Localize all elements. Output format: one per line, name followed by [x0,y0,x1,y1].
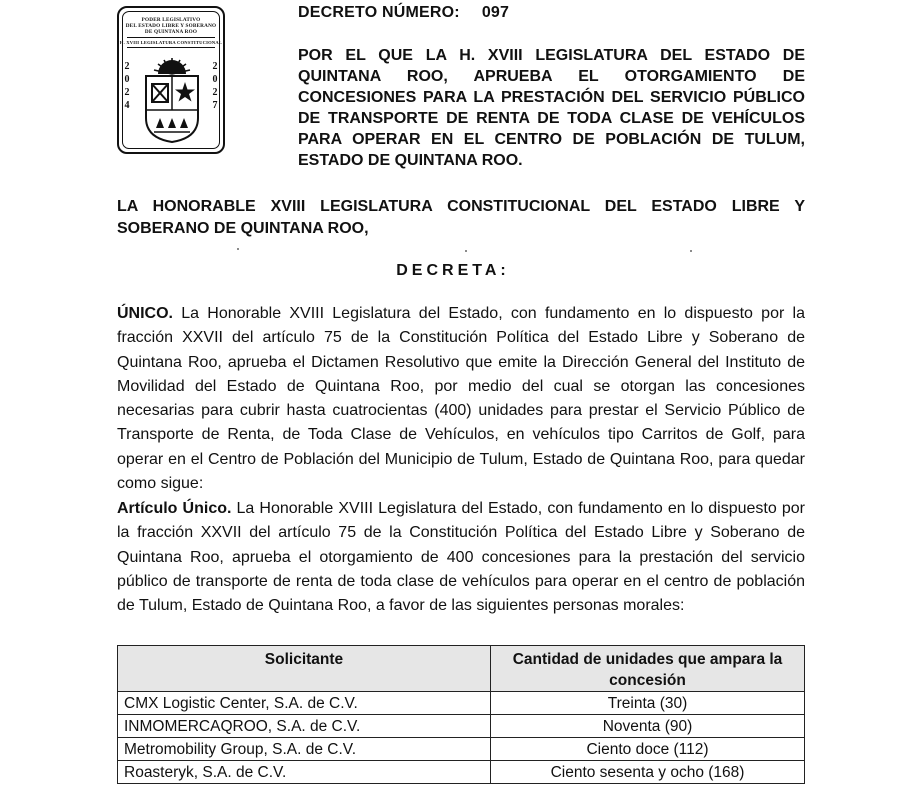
logo-year-left [122,60,132,112]
unico-label: ÚNICO. [117,305,173,322]
logo-year-digit: 2 [212,87,218,98]
legislature-logo [117,6,225,154]
logo-line-4: H. XVIII LEGISLATURA CONSTITUCIONAL [119,40,223,45]
table-row [118,761,805,784]
logo-divider-2 [127,47,215,48]
table-row [118,692,805,715]
logo-year-digit: 0 [124,74,130,85]
header-cantidad: Cantidad de unidades que ampara la concesión [491,646,805,692]
logo-year-digit: 2 [124,61,130,72]
decree-number: 097 [481,4,510,21]
cell-cantidad: Ciento sesenta y ocho (168) [491,761,805,784]
articulo-unico-paragraph [117,497,805,618]
scan-speck [465,250,467,252]
logo-year-digit: 4 [124,100,130,111]
decreta-heading: DECRETA: [396,262,510,279]
logo-year-digit: 7 [212,100,218,111]
cell-solicitante: Metromobility Group, S.A. de C.V. [118,738,491,761]
unico-text: La Honorable XVIII Legislatura del Estado, con fundamento en lo dispuesto por la fracción XXVII del artículo 75 de la Constitución Política del Estado Libre y Soberano de Quintana Roo, aprueba el Dictamen Resolutivo que emite la Dirección General del Instituto de Movilidad del Estado de Quintana Roo, por medio del cual se otorgan las concesiones necesarias para cubrir hasta cuatrocientas (400) unidades para prestar el Servicio Público de Transporte de Renta, de Toda Clase de Vehículos, en vehículos tipo Carritos de Golf, para operar en el Centro de Población del Municipio de Tulum, Estado de Quintana Roo, para quedar como sigue: [117,305,805,493]
articulo-label: Artículo Único. [117,500,232,517]
coat-of-arms-icon [138,52,206,144]
decree-number-label: DECRETO NÚMERO: [298,4,460,21]
cell-solicitante: INMOMERCAQROO, S.A. de C.V. [118,715,491,738]
cell-solicitante: Roasteryk, S.A. de C.V. [118,761,491,784]
table-row [118,715,805,738]
table-header-row [118,646,805,692]
logo-year-right [210,60,220,112]
cell-solicitante: CMX Logistic Center, S.A. de C.V. [118,692,491,715]
scan-speck [237,248,239,250]
cell-cantidad: Noventa (90) [491,715,805,738]
decree-number-line [298,4,509,22]
logo-year-digit: 2 [212,61,218,72]
logo-line-1: PODER LEGISLATIVO [141,17,201,23]
articulo-text: La Honorable XVIII Legislatura del Estado, con fundamento en lo dispuesto por la fracción XXVII del artículo 75 de la Constitución Política del Estado Libre y Soberano de Quintana Roo, aprueba el otorgamiento de 400 concesiones para la prestación del servicio público de transporte de renta de toda clase de vehículos para operar en el centro de población de Tulum, Estado de Quintana Roo, a favor de las siguientes personas morales: [117,500,806,615]
table-row [118,738,805,761]
header-solicitante: Solicitante [118,646,491,692]
decree-title: POR EL QUE LA H. XVIII LEGISLATURA DEL ESTADO DE QUINTANA ROO, APRUEBA EL OTORGAMIENTO DE CONCESIONES PARA LA PRESTACIÓN DEL SERVICIO PÚBLICO DE TRANSPORTE DE RENTA DE TODA CLASE DE VEHÍCULOS PARA OPERAR EN EL CENTRO DE POBLACIÓN DE TULUM, ESTADO DE QUINTANA ROO. [298,47,805,169]
scan-speck [690,250,692,252]
logo-year-digit: 2 [124,87,130,98]
legislature-heading: LA HONORABLE XVIII LEGISLATURA CONSTITUCIONAL DEL ESTADO LIBRE Y SOBERANO DE QUINTANA ROO, [117,198,805,237]
cell-cantidad: Ciento doce (112) [491,738,805,761]
unico-paragraph [117,302,805,496]
logo-line-3: DE QUINTANA ROO [144,29,198,35]
logo-divider [127,37,215,38]
cell-cantidad: Treinta (30) [491,692,805,715]
logo-year-digit: 0 [212,74,218,85]
logo-line-2: DEL ESTADO LIBRE Y SOBERANO [125,23,217,29]
concessions-table [117,645,805,784]
